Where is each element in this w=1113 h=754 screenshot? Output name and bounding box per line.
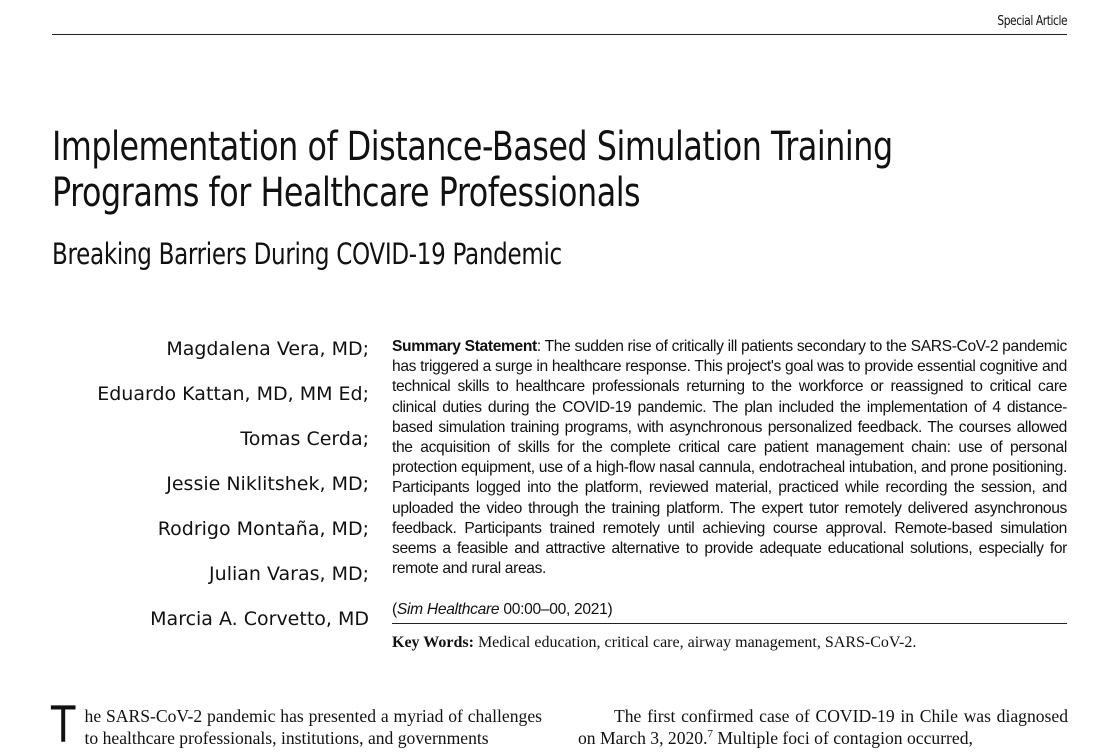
citation [392, 600, 1067, 620]
author-name: Rodrigo Montaña, MD; [157, 518, 369, 540]
body-column-right [578, 705, 1068, 749]
drop-cap: T [51, 696, 76, 754]
body-text-right: The first confirmed case of COVID-19 in Chile was diagnosed on March 3, 2020. [578, 706, 1068, 748]
author-name: Jessie Niklitshek, MD; [166, 473, 369, 495]
article-subtitle: Breaking Barriers During COVID-19 Pandemic [52, 237, 562, 271]
keywords-label: Key Words: [392, 634, 474, 651]
reference-link[interactable]: 7 [707, 728, 713, 741]
section-label: Special Article [997, 14, 1067, 29]
author-name: Eduardo Kattan, MD, MM Ed; [97, 383, 369, 405]
keywords [392, 633, 1067, 653]
citation-rest: 00:00–00, 2021) [499, 601, 613, 618]
author-name: Magdalena Vera, MD; [166, 338, 369, 360]
citation-open: ( [392, 601, 397, 618]
article-title: Implementation of Distance-Based Simulation Training Programs for Healthcare Professionals [52, 124, 893, 216]
citation-journal: Sim Healthcare [396, 601, 500, 618]
author-list [60, 334, 369, 649]
summary-statement [392, 337, 1067, 579]
author-name: Julian Varas, MD; [209, 563, 369, 585]
summary-separator: : [536, 338, 541, 355]
keywords-rule [392, 623, 1067, 624]
author-name: Tomas Cerda; [240, 428, 369, 450]
summary-text: The sudden rise of critically ill patients secondary to the SARS-CoV-2 pandemic has triggered a surge in healthcare response. This project's goal was to provide essential cognitive and technical skills to healthcare professionals returning to the workforce or reassigned to critical care clinical duties during the COVID-19 pandemic. The plan included the implementation of 4 distance-based simulation training programs, with asynchronous personalized feedback. The courses allowed the acquisition of skills for the complete critical care patient management chain: use of personal protection equipment, use of a high-flow nasal cannula, endotracheal intubation, and prone positioning. Participants logged into the platform, reviewed material, practiced while recording the session, and uploaded the video through the training platform. The expert tutor remotely delivered asynchronous feedback. Participants trained remotely until achieving course approval. Remote-based simulation seems a feasible and attractive alternative to provide adequate educational solutions, especially for remote and rural areas. [392, 338, 1067, 578]
body-column-left [51, 696, 542, 754]
summary-label: Summary Statement [392, 338, 537, 355]
body-text-left: he SARS-CoV-2 pandemic has presented a myriad of challenges to healthcare professionals, institutions, and governments [84, 706, 542, 748]
body-text-right-continued: Multiple foci of contagion occurred, [713, 728, 973, 748]
keywords-text: Medical education, critical care, airway management, SARS-CoV-2. [473, 634, 917, 651]
author-name: Marcia A. Corvetto, MD [150, 608, 369, 630]
header-rule [52, 34, 1067, 35]
